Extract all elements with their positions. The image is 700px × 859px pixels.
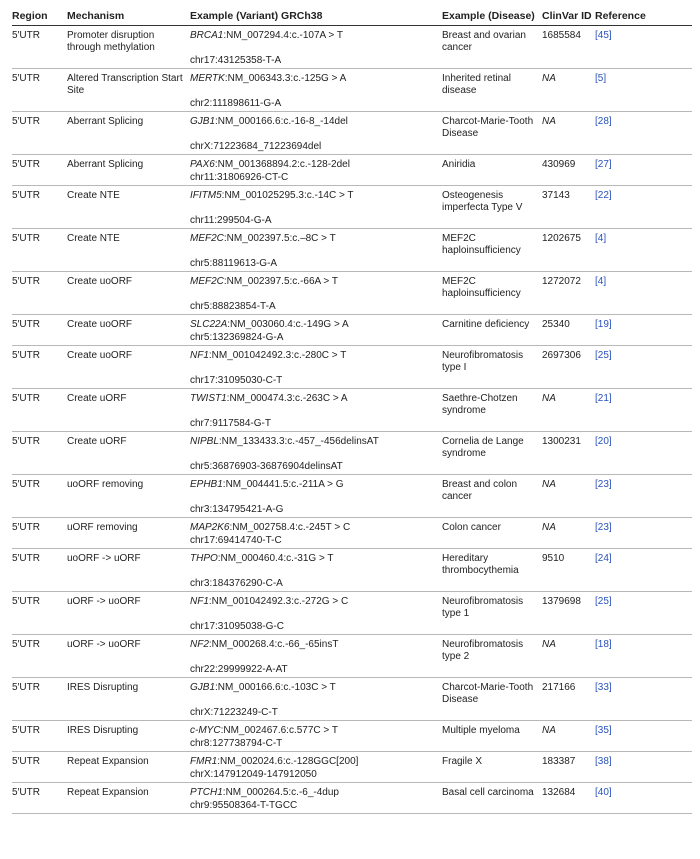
cell-genomic-coordinate: chrX:147912049-147912050 bbox=[190, 769, 317, 780]
cell-disease: Saethre-Chotzen syndrome bbox=[442, 393, 518, 416]
cell-transcript-variant: :NM_000166.6:c.-16-8_-14del bbox=[215, 116, 348, 127]
cell-transcript-variant: :NM_002758.4:c.-245T > C bbox=[229, 522, 351, 533]
cell-region: 5′UTR bbox=[12, 159, 40, 170]
cell-reference-link[interactable]: [33] bbox=[595, 682, 612, 693]
cell-variant bbox=[190, 752, 442, 769]
table-row-genomic bbox=[12, 706, 692, 721]
cell-clinvar-id: 1685584 bbox=[542, 30, 581, 41]
cell-transcript-variant: :NM_006343.3:c.-125G > A bbox=[224, 73, 347, 84]
cell-gene: FMR1 bbox=[190, 756, 218, 767]
cell-disease: Charcot-Marie-Tooth Disease bbox=[442, 682, 534, 705]
cell-region: 5′UTR bbox=[12, 553, 40, 564]
table-row-genomic bbox=[12, 300, 692, 315]
cell-gene: IFITM5 bbox=[190, 190, 222, 201]
cell-disease: Colon cancer bbox=[442, 522, 501, 533]
table-entry bbox=[12, 229, 692, 272]
cell-disease: Osteogenesis imperfecta Type V bbox=[442, 190, 523, 213]
cell-mechanism: Promoter disruption through methylation bbox=[67, 30, 155, 53]
cell-clinvar-id: NA bbox=[542, 73, 556, 84]
cell-clinvar-id: 2697306 bbox=[542, 350, 581, 361]
cell-variant bbox=[190, 26, 442, 55]
table-row bbox=[12, 389, 692, 418]
cell-transcript-variant: :NM_000460.4:c.-31G > T bbox=[217, 553, 334, 564]
cell-gene: NF1 bbox=[190, 596, 209, 607]
cell-gene: c-MYC bbox=[190, 725, 221, 736]
cell-disease: Neurofibromatosis type 2 bbox=[442, 639, 524, 662]
cell-variant bbox=[190, 315, 442, 332]
cell-genomic-coordinate: chr5:36876903-36876904delinsAT bbox=[190, 461, 343, 472]
cell-clinvar-id: 217166 bbox=[542, 682, 576, 693]
cell-transcript-variant: :NM_002397.5:c.–8C > T bbox=[223, 233, 336, 244]
header-example-disease: Example (Disease) bbox=[442, 8, 542, 26]
cell-reference-link[interactable]: [25] bbox=[595, 596, 612, 607]
cell-region: 5′UTR bbox=[12, 725, 40, 736]
cell-transcript-variant: :NM_000268.4:c.-66_-65insT bbox=[208, 639, 339, 650]
cell-gene: NIPBL bbox=[190, 436, 219, 447]
table-row-genomic bbox=[12, 171, 692, 186]
cell-gene: PAX6 bbox=[190, 159, 215, 170]
table-row-genomic bbox=[12, 140, 692, 155]
cell-transcript-variant: :NM_001042492.3:c.-280C > T bbox=[208, 350, 347, 361]
cell-reference-link[interactable]: [38] bbox=[595, 756, 612, 767]
cell-mechanism: uORF removing bbox=[67, 522, 138, 533]
table-row bbox=[12, 752, 692, 769]
cell-transcript-variant: :NM_000474.3:c.-263C > A bbox=[226, 393, 348, 404]
cell-reference-link[interactable]: [23] bbox=[595, 479, 612, 490]
cell-reference-link[interactable]: [21] bbox=[595, 393, 612, 404]
cell-variant bbox=[190, 518, 442, 535]
cell-clinvar-id: 1300231 bbox=[542, 436, 581, 447]
cell-variant bbox=[190, 549, 442, 578]
cell-region: 5′UTR bbox=[12, 73, 40, 84]
cell-transcript-variant: :NM_001025295.3:c.-14C > T bbox=[221, 190, 354, 201]
cell-reference-link[interactable]: [28] bbox=[595, 116, 612, 127]
table-row-genomic bbox=[12, 663, 692, 678]
cell-genomic-coordinate: chr17:31095030-C-T bbox=[190, 375, 283, 386]
cell-mechanism: uORF -> uoORF bbox=[67, 596, 141, 607]
table-row bbox=[12, 475, 692, 504]
table-row bbox=[12, 432, 692, 461]
cell-mechanism: Create uoORF bbox=[67, 276, 133, 287]
cell-genomic-coordinate: chr9:95508364-T-TGCC bbox=[190, 800, 298, 811]
cell-clinvar-id: 183387 bbox=[542, 756, 576, 767]
cell-gene: MERTK bbox=[190, 73, 225, 84]
cell-transcript-variant: :NM_001042492.3:c.-272G > C bbox=[208, 596, 349, 607]
cell-gene: MAP2K6 bbox=[190, 522, 230, 533]
cell-mechanism: uoORF -> uORF bbox=[67, 553, 141, 564]
cell-variant bbox=[190, 229, 442, 258]
cell-clinvar-id: NA bbox=[542, 116, 556, 127]
cell-gene: THPO bbox=[190, 553, 218, 564]
cell-mechanism: Create NTE bbox=[67, 190, 120, 201]
cell-reference-link[interactable]: [4] bbox=[595, 233, 607, 244]
cell-variant bbox=[190, 721, 442, 738]
cell-mechanism: Repeat Expansion bbox=[67, 756, 149, 767]
cell-gene: MEF2C bbox=[190, 276, 224, 287]
cell-reference-link[interactable]: [4] bbox=[595, 276, 607, 287]
cell-region: 5′UTR bbox=[12, 276, 40, 287]
cell-variant bbox=[190, 678, 442, 707]
cell-region: 5′UTR bbox=[12, 787, 40, 798]
cell-region: 5′UTR bbox=[12, 479, 40, 490]
cell-variant bbox=[190, 475, 442, 504]
table-entry bbox=[12, 752, 692, 783]
cell-clinvar-id: NA bbox=[542, 522, 556, 533]
table-row bbox=[12, 721, 692, 738]
cell-mechanism: Create uoORF bbox=[67, 319, 133, 330]
table-entry bbox=[12, 635, 692, 678]
cell-reference-link[interactable]: [27] bbox=[595, 159, 612, 170]
cell-reference-link[interactable]: [40] bbox=[595, 787, 612, 798]
table-row-genomic bbox=[12, 54, 692, 69]
table-row-genomic bbox=[12, 374, 692, 389]
table-row-genomic bbox=[12, 620, 692, 635]
cell-reference-link[interactable]: [25] bbox=[595, 350, 612, 361]
cell-region: 5′UTR bbox=[12, 233, 40, 244]
table-row-genomic bbox=[12, 257, 692, 272]
cell-mechanism: Aberrant Splicing bbox=[67, 116, 144, 127]
cell-clinvar-id: 37143 bbox=[542, 190, 570, 201]
header-example-variant: Example (Variant) GRCh38 bbox=[190, 8, 442, 26]
table-entry bbox=[12, 112, 692, 155]
table-entry bbox=[12, 69, 692, 112]
cell-genomic-coordinate: chr8:127738794-C-T bbox=[190, 738, 283, 749]
table-row-genomic bbox=[12, 503, 692, 518]
header-mechanism: Mechanism bbox=[67, 8, 190, 26]
cell-genomic-coordinate: chr11:31806926-CT-C bbox=[190, 172, 289, 183]
table-row-genomic bbox=[12, 460, 692, 475]
cell-variant bbox=[190, 592, 442, 621]
table-row-genomic bbox=[12, 97, 692, 112]
table-row bbox=[12, 155, 692, 172]
table-entry bbox=[12, 549, 692, 592]
cell-mechanism: Altered Transcription Start Site bbox=[67, 73, 183, 96]
cell-variant bbox=[190, 186, 442, 215]
cell-disease: Inherited retinal disease bbox=[442, 73, 511, 96]
cell-mechanism: IRES Disrupting bbox=[67, 682, 139, 693]
cell-gene: NF2 bbox=[190, 639, 209, 650]
table-row bbox=[12, 518, 692, 535]
cell-genomic-coordinate: chrX:71223684_71223694del bbox=[190, 141, 322, 152]
cell-genomic-coordinate: chr7:9117584-G-T bbox=[190, 418, 271, 429]
cell-clinvar-id: NA bbox=[542, 479, 556, 490]
table-entry bbox=[12, 721, 692, 752]
table-entry bbox=[12, 592, 692, 635]
table-row-genomic bbox=[12, 737, 692, 752]
cell-variant bbox=[190, 635, 442, 664]
cell-reference-link[interactable]: [45] bbox=[595, 30, 612, 41]
cell-transcript-variant: :NM_000264.5:c.-6_-4dup bbox=[222, 787, 339, 798]
cell-variant bbox=[190, 155, 442, 172]
cell-gene: PTCH1 bbox=[190, 787, 223, 798]
table-entry bbox=[12, 432, 692, 475]
table-row bbox=[12, 592, 692, 621]
cell-variant bbox=[190, 783, 442, 800]
cell-disease: Fragile X bbox=[442, 756, 483, 767]
cell-gene: BRCA1 bbox=[190, 30, 224, 41]
cell-gene: TWIST1 bbox=[190, 393, 227, 404]
cell-gene: MEF2C bbox=[190, 233, 224, 244]
cell-transcript-variant: :NM_002397.5:c.-66A > T bbox=[223, 276, 338, 287]
cell-disease: Aniridia bbox=[442, 159, 476, 170]
cell-mechanism: Aberrant Splicing bbox=[67, 159, 144, 170]
cell-genomic-coordinate: chr2:111898611-G-A bbox=[190, 98, 282, 109]
table-row bbox=[12, 186, 692, 215]
cell-reference-link[interactable]: [24] bbox=[595, 553, 612, 564]
table-row-genomic bbox=[12, 214, 692, 229]
cell-disease: Charcot-Marie-Tooth Disease bbox=[442, 116, 534, 139]
cell-disease: Breast and ovarian cancer bbox=[442, 30, 526, 53]
cell-reference-link[interactable]: [18] bbox=[595, 639, 612, 650]
table-row bbox=[12, 635, 692, 664]
cell-transcript-variant: :NM_007294.4:c.-107A > T bbox=[223, 30, 343, 41]
cell-variant bbox=[190, 69, 442, 98]
cell-disease: MEF2C haploinsufficiency bbox=[442, 276, 521, 299]
table-entry bbox=[12, 186, 692, 229]
cell-clinvar-id: 9510 bbox=[542, 553, 565, 564]
header-clinvar-id: ClinVar ID bbox=[542, 8, 595, 26]
cell-disease: MEF2C haploinsufficiency bbox=[442, 233, 521, 256]
header-reference: Reference bbox=[595, 8, 692, 26]
cell-variant bbox=[190, 389, 442, 418]
cell-variant bbox=[190, 112, 442, 141]
cell-transcript-variant: :NM_004441.5:c.-211A > G bbox=[222, 479, 344, 490]
cell-genomic-coordinate: chr17:31095038-G-C bbox=[190, 621, 284, 632]
cell-gene: NF1 bbox=[190, 350, 209, 361]
cell-mechanism: Create uORF bbox=[67, 436, 127, 447]
cell-region: 5′UTR bbox=[12, 116, 40, 127]
table-row-genomic bbox=[12, 331, 692, 346]
cell-region: 5′UTR bbox=[12, 393, 40, 404]
cell-transcript-variant: :NM_001368894.2:c.-128-2del bbox=[214, 159, 350, 170]
cell-transcript-variant: :NM_002024.6:c.-128GGC[200] bbox=[217, 756, 359, 767]
table-row bbox=[12, 112, 692, 141]
table-entry bbox=[12, 346, 692, 389]
cell-reference-link[interactable]: [5] bbox=[595, 73, 607, 84]
table-entry bbox=[12, 26, 692, 69]
cell-reference-link[interactable]: [20] bbox=[595, 436, 612, 447]
table-header bbox=[12, 8, 692, 26]
cell-clinvar-id: 1202675 bbox=[542, 233, 581, 244]
table-entry bbox=[12, 518, 692, 549]
table-row bbox=[12, 678, 692, 707]
cell-disease: Carnitine deficiency bbox=[442, 319, 530, 330]
header-region: Region bbox=[12, 8, 67, 26]
table-row bbox=[12, 549, 692, 578]
cell-reference-link[interactable]: [19] bbox=[595, 319, 612, 330]
cell-clinvar-id: 1272072 bbox=[542, 276, 581, 287]
cell-transcript-variant: :NM_003060.4:c.-149G > A bbox=[227, 319, 349, 330]
cell-disease: Basal cell carcinoma bbox=[442, 787, 534, 798]
table-row-genomic bbox=[12, 417, 692, 432]
cell-mechanism: uoORF removing bbox=[67, 479, 144, 490]
table-entry bbox=[12, 315, 692, 346]
cell-region: 5′UTR bbox=[12, 596, 40, 607]
cell-region: 5′UTR bbox=[12, 350, 40, 361]
cell-genomic-coordinate: chrX:71223249-C-T bbox=[190, 707, 278, 718]
cell-clinvar-id: NA bbox=[542, 393, 556, 404]
cell-disease: Neurofibromatosis type I bbox=[442, 350, 524, 373]
cell-disease: Neurofibromatosis type 1 bbox=[442, 596, 524, 619]
cell-disease: Breast and colon cancer bbox=[442, 479, 518, 502]
cell-region: 5′UTR bbox=[12, 756, 40, 767]
variant-table bbox=[12, 8, 692, 814]
cell-genomic-coordinate: chr11:299504-G-A bbox=[190, 215, 272, 226]
cell-genomic-coordinate: chr17:69414740-T-C bbox=[190, 535, 282, 546]
cell-genomic-coordinate: chr5:88823854-T-A bbox=[190, 301, 276, 312]
cell-gene: GJB1 bbox=[190, 682, 216, 693]
cell-region: 5′UTR bbox=[12, 639, 40, 650]
table-entry bbox=[12, 389, 692, 432]
cell-mechanism: Repeat Expansion bbox=[67, 787, 149, 798]
cell-region: 5′UTR bbox=[12, 522, 40, 533]
table-row-genomic bbox=[12, 534, 692, 549]
cell-variant bbox=[190, 272, 442, 301]
cell-gene: SLC22A bbox=[190, 319, 228, 330]
table-entry bbox=[12, 272, 692, 315]
cell-variant bbox=[190, 346, 442, 375]
cell-transcript-variant: :NM_133433.3:c.-457_-456delinsAT bbox=[218, 436, 379, 447]
table-row-genomic bbox=[12, 799, 692, 814]
table-entry bbox=[12, 678, 692, 721]
table-entry bbox=[12, 155, 692, 186]
table-row bbox=[12, 783, 692, 800]
cell-region: 5′UTR bbox=[12, 436, 40, 447]
cell-clinvar-id: 132684 bbox=[542, 787, 576, 798]
cell-mechanism: Create NTE bbox=[67, 233, 120, 244]
cell-clinvar-id: 25340 bbox=[542, 319, 570, 330]
table-row bbox=[12, 229, 692, 258]
cell-genomic-coordinate: chr17:43125358-T-A bbox=[190, 55, 282, 66]
cell-disease: Multiple myeloma bbox=[442, 725, 520, 736]
cell-genomic-coordinate: chr22:29999922-A-AT bbox=[190, 664, 288, 675]
cell-genomic-coordinate: chr3:134795421-A-G bbox=[190, 504, 284, 515]
cell-genomic-coordinate: chr5:132369824-G-A bbox=[190, 332, 284, 343]
table-row-genomic bbox=[12, 577, 692, 592]
cell-reference-link[interactable]: [23] bbox=[595, 522, 612, 533]
table-row bbox=[12, 26, 692, 55]
table-row bbox=[12, 315, 692, 332]
cell-region: 5′UTR bbox=[12, 682, 40, 693]
table-row bbox=[12, 272, 692, 301]
cell-gene: GJB1 bbox=[190, 116, 216, 127]
cell-mechanism: IRES Disrupting bbox=[67, 725, 139, 736]
cell-clinvar-id: 1379698 bbox=[542, 596, 581, 607]
cell-clinvar-id: 430969 bbox=[542, 159, 576, 170]
cell-region: 5′UTR bbox=[12, 319, 40, 330]
table-row bbox=[12, 69, 692, 98]
cell-mechanism: uORF -> uoORF bbox=[67, 639, 141, 650]
cell-mechanism: Create uoORF bbox=[67, 350, 133, 361]
table-entry bbox=[12, 783, 692, 814]
cell-disease: Hereditary thrombocythemia bbox=[442, 553, 519, 576]
cell-genomic-coordinate: chr5:88119613-G-A bbox=[190, 258, 278, 269]
table-row-genomic bbox=[12, 768, 692, 783]
cell-clinvar-id: NA bbox=[542, 639, 556, 650]
table-row bbox=[12, 346, 692, 375]
cell-genomic-coordinate: chr3:184376290-C-A bbox=[190, 578, 283, 589]
cell-clinvar-id: NA bbox=[542, 725, 556, 736]
cell-reference-link[interactable]: [22] bbox=[595, 190, 612, 201]
cell-gene: EPHB1 bbox=[190, 479, 223, 490]
cell-region: 5′UTR bbox=[12, 30, 40, 41]
cell-region: 5′UTR bbox=[12, 190, 40, 201]
cell-mechanism: Create uORF bbox=[67, 393, 127, 404]
cell-transcript-variant: :NM_000166.6:c.-103C > T bbox=[215, 682, 336, 693]
cell-transcript-variant: :NM_002467.6:c.577C > T bbox=[220, 725, 338, 736]
cell-reference-link[interactable]: [35] bbox=[595, 725, 612, 736]
cell-variant bbox=[190, 432, 442, 461]
table-entry bbox=[12, 475, 692, 518]
cell-disease: Cornelia de Lange syndrome bbox=[442, 436, 524, 459]
